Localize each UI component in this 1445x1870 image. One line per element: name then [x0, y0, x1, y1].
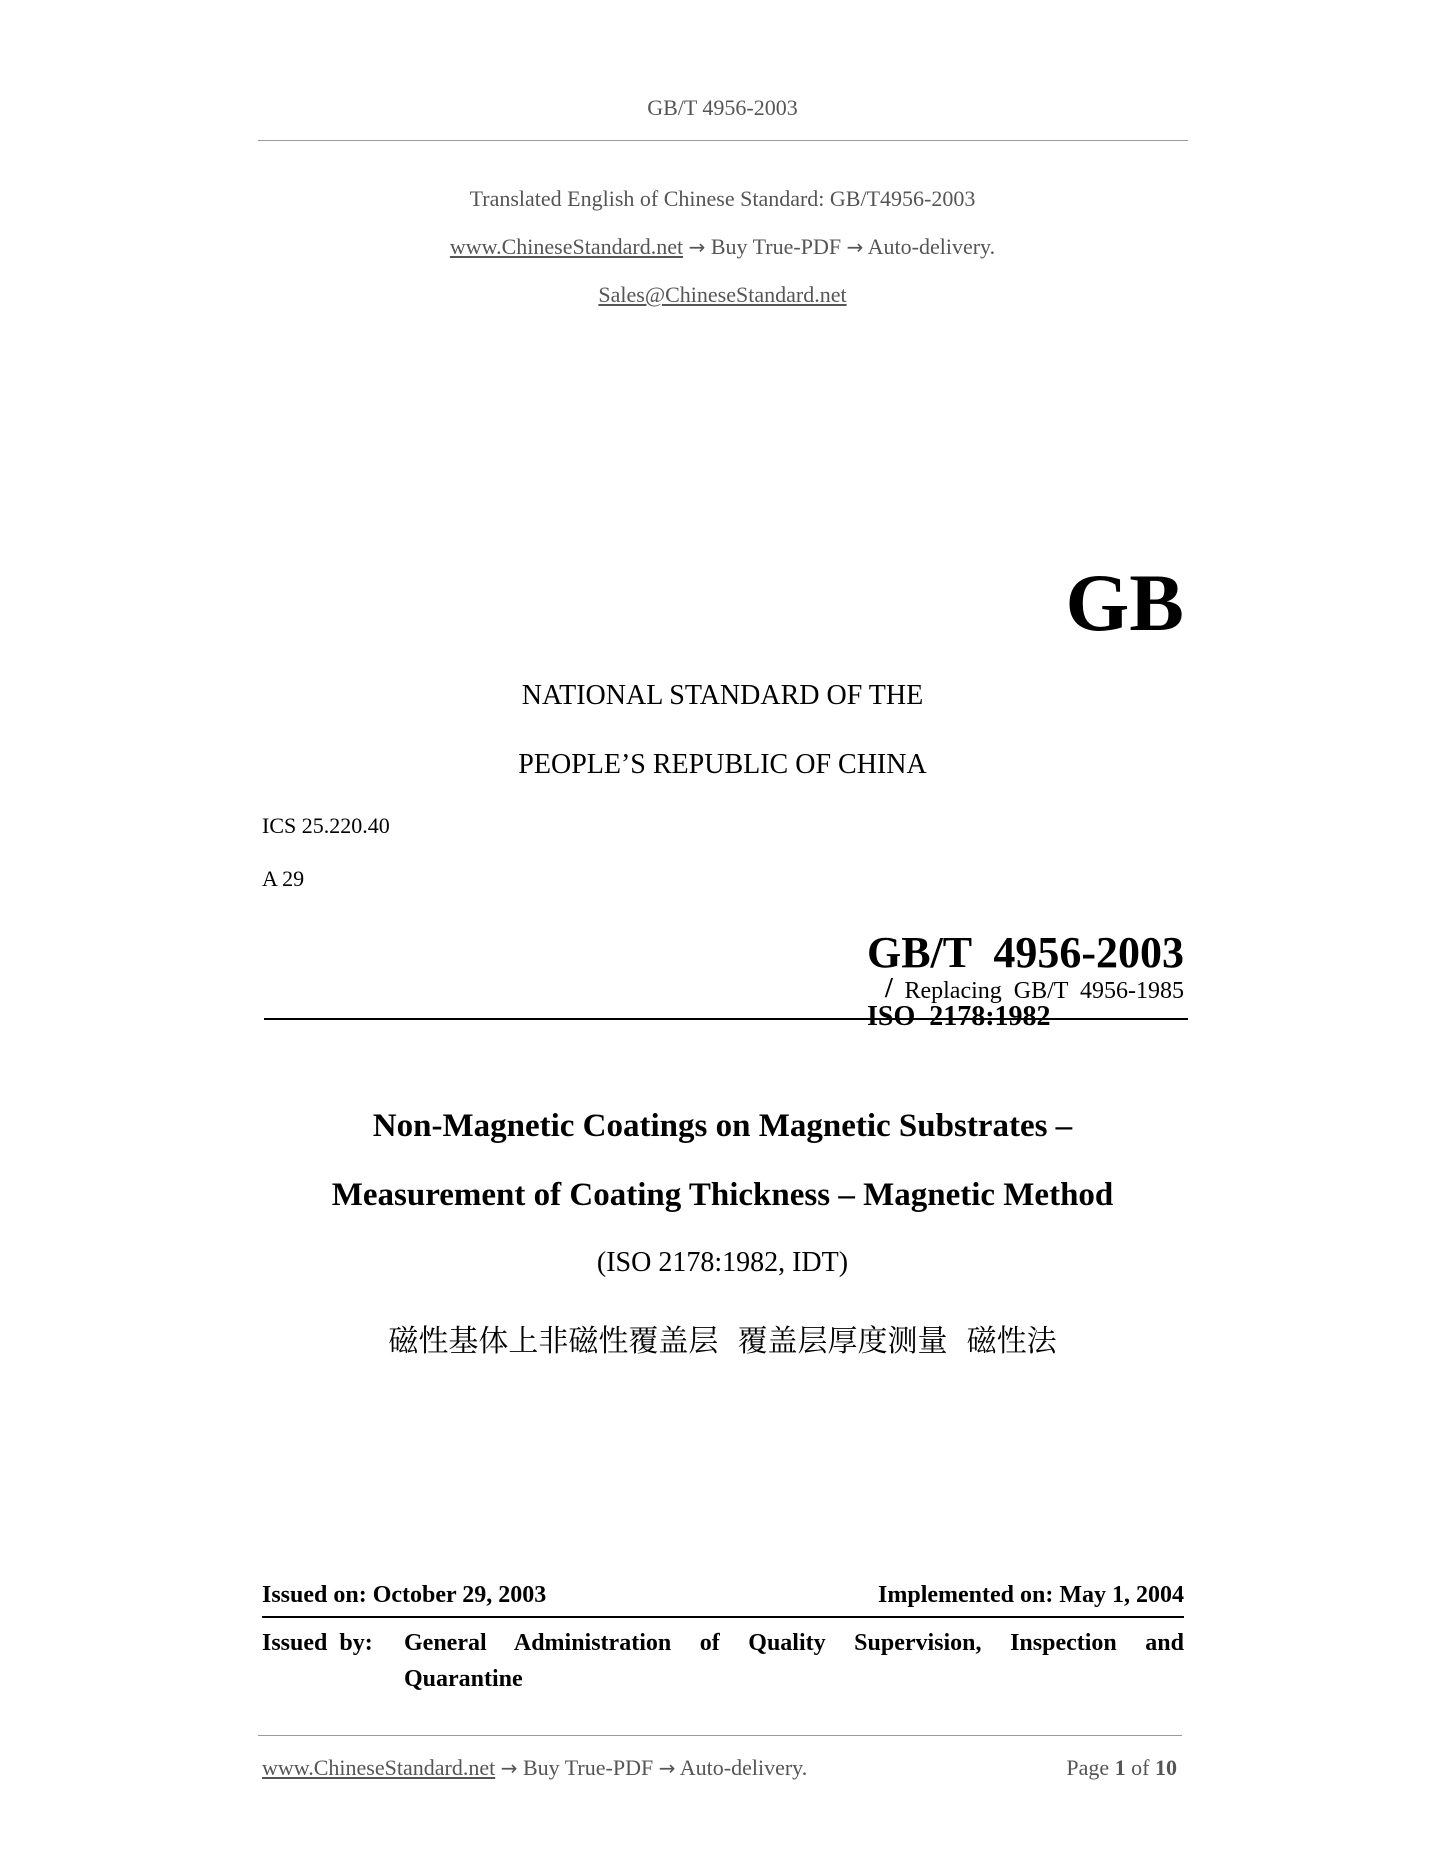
- arrow-right-icon: →: [658, 1756, 676, 1780]
- arrow-right-icon: →: [500, 1756, 518, 1780]
- issuing-authority-line1: General Administration of Quality Supervision, Inspection and: [404, 1630, 1184, 1656]
- issuing-authority-line2: Quarantine: [404, 1666, 523, 1692]
- issued-on-date: Issued on: October 29, 2003: [262, 1582, 547, 1608]
- title-line-1: Non-Magnetic Coatings on Magnetic Substrates –: [372, 1108, 1073, 1144]
- promo-line: [0, 234, 1445, 260]
- iso-reference: ISO 2178:1982: [866, 1001, 1051, 1032]
- page-total: 10: [1155, 1755, 1177, 1780]
- arrow-right-icon: →: [846, 235, 864, 259]
- replacing-note: Replacing GB/T 4956-1985: [904, 978, 1184, 1004]
- buy-true-pdf: Buy True-PDF: [710, 234, 842, 259]
- footer-buy-true-pdf: Buy True-PDF: [522, 1755, 654, 1780]
- implemented-on-date: Implemented on: May 1, 2004: [878, 1582, 1184, 1608]
- iso-equivalence: (ISO 2178:1982, IDT): [596, 1247, 849, 1278]
- issued-by-label: Issued by:: [262, 1630, 373, 1656]
- title-line-2: Measurement of Coating Thickness – Magnetic Method: [331, 1177, 1114, 1213]
- national-standard-line2: PEOPLE’S REPUBLIC OF CHINA: [518, 749, 927, 780]
- page-of: of: [1131, 1755, 1150, 1780]
- site-link[interactable]: www.ChineseStandard.net: [449, 234, 684, 259]
- page-current: 1: [1114, 1755, 1126, 1780]
- classification-code: A 29: [262, 866, 305, 891]
- sales-email-link[interactable]: Sales@ChineseStandard.net: [598, 282, 847, 307]
- header-divider: [258, 140, 1188, 141]
- footer-site-link[interactable]: www.ChineseStandard.net: [262, 1755, 496, 1780]
- footer-divider: [258, 1735, 1182, 1736]
- page-indicator: [1066, 1755, 1177, 1781]
- issue-divider: [262, 1616, 1184, 1618]
- standard-number-line: [859, 915, 1184, 1031]
- footer-promo: [262, 1755, 807, 1781]
- footer-auto-delivery: Auto-delivery.: [679, 1755, 808, 1780]
- slash-separator: /: [884, 973, 893, 1004]
- gb-logo-mark: GB: [1065, 557, 1184, 648]
- auto-delivery: Auto-delivery.: [867, 234, 996, 259]
- ics-code: ICS 25.220.40: [262, 813, 390, 838]
- arrow-right-icon: →: [688, 235, 706, 259]
- national-standard-line1: NATIONAL STANDARD OF THE: [521, 680, 924, 711]
- standard-divider: [264, 1018, 1188, 1020]
- page-label: Page: [1066, 1755, 1110, 1780]
- standard-number: GB/T 4956-2003: [866, 928, 1184, 977]
- chinese-title: 磁性基体上非磁性覆盖层 覆盖层厚度测量 磁性法: [388, 1324, 1057, 1359]
- translation-notice: Translated English of Chinese Standard: GB/T4956-2003: [469, 186, 976, 211]
- running-header: GB/T 4956-2003: [647, 95, 798, 120]
- email-line: [0, 282, 1445, 308]
